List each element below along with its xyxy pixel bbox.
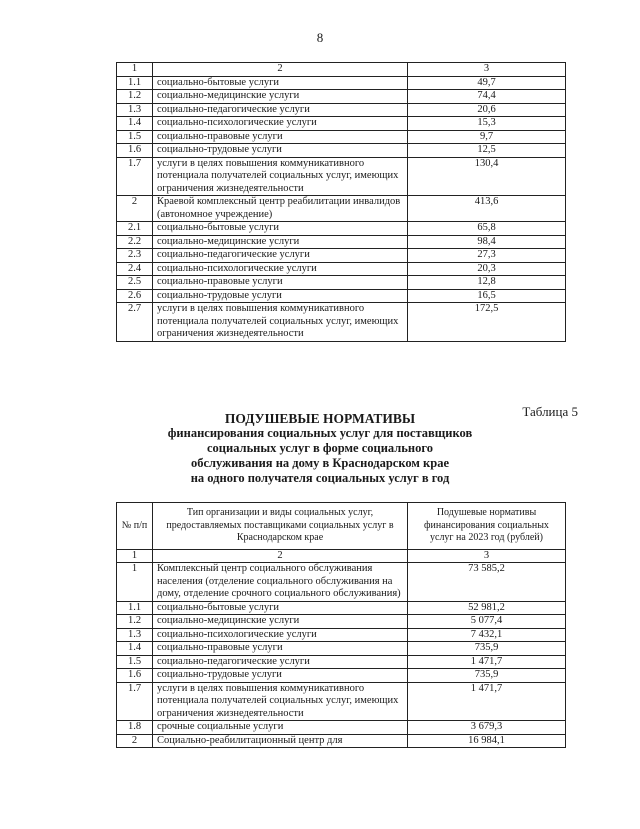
service-name: социально-трудовые услуги (153, 669, 408, 683)
row-number: 1.7 (117, 682, 153, 721)
row-number: 2 (117, 734, 153, 748)
service-value: 172,5 (408, 303, 566, 342)
per-capita-norms-table (116, 502, 566, 748)
table-row (117, 642, 566, 656)
table-row (117, 734, 566, 748)
service-value: 73 585,2 (408, 563, 566, 602)
service-name: срочные социальные услуги (153, 721, 408, 735)
row-number: 1.1 (117, 601, 153, 615)
column-number-1: 1 (117, 63, 153, 77)
service-value: 52 981,2 (408, 601, 566, 615)
table-row (117, 628, 566, 642)
table-row (117, 601, 566, 615)
title-line-2: социальных услуг в форме социального (207, 441, 433, 455)
service-name: социально-правовые услуги (153, 276, 408, 290)
service-value: 74,4 (408, 90, 566, 104)
service-name: социально-медицинские услуги (153, 235, 408, 249)
row-number: 2.1 (117, 222, 153, 236)
service-value: 65,8 (408, 222, 566, 236)
service-value: 12,5 (408, 144, 566, 158)
row-number: 1.2 (117, 90, 153, 104)
table-row (117, 721, 566, 735)
service-value: 3 679,3 (408, 721, 566, 735)
service-name: услуги в целях повышения коммуникативного потенциала получателей социальных услуг, имеющих ограничения жизнедеятельности (153, 682, 408, 721)
row-number: 2 (117, 196, 153, 222)
column-header-row (117, 503, 566, 550)
services-cost-table (116, 62, 566, 342)
service-name: социально-бытовые услуги (153, 601, 408, 615)
table-row (117, 682, 566, 721)
service-value: 9,7 (408, 130, 566, 144)
table-row (117, 117, 566, 131)
service-value: 49,7 (408, 76, 566, 90)
row-number: 2.3 (117, 249, 153, 263)
row-number: 2.6 (117, 289, 153, 303)
service-name: социально-педагогические услуги (153, 249, 408, 263)
service-value: 130,4 (408, 157, 566, 196)
table-row (117, 289, 566, 303)
service-value: 1 471,7 (408, 655, 566, 669)
title-line-4: на одного получателя социальных услуг в год (190, 471, 450, 485)
table-row (117, 130, 566, 144)
column-number-row (117, 63, 566, 77)
service-value: 1 471,7 (408, 682, 566, 721)
row-number: 1.6 (117, 669, 153, 683)
service-name: социально-трудовые услуги (153, 289, 408, 303)
service-name: услуги в целях повышения коммуникативного потенциала получателей социальных услуг, имеющих ограничения жизнедеятельности (153, 303, 408, 342)
service-name: социально-психологические услуги (153, 628, 408, 642)
row-number: 2.2 (117, 235, 153, 249)
table-row (117, 76, 566, 90)
service-value: 20,6 (408, 103, 566, 117)
service-name: социально-педагогические услуги (153, 655, 408, 669)
service-value: 413,6 (408, 196, 566, 222)
service-value: 5 077,4 (408, 615, 566, 629)
row-number: 1.2 (117, 615, 153, 629)
service-value: 27,3 (408, 249, 566, 263)
service-name: Комплексный центр социального обслуживания населения (отделение социального обслуживания на дому, отделение срочного социального обслуживания) (153, 563, 408, 602)
row-number: 1.3 (117, 103, 153, 117)
title-main: ПОДУШЕВЫЕ НОРМАТИВЫ (224, 411, 416, 426)
col-header-num: № п/п (117, 503, 153, 550)
service-value: 735,9 (408, 669, 566, 683)
row-number: 1.5 (117, 655, 153, 669)
service-name: социально-педагогические услуги (153, 103, 408, 117)
row-number: 2.7 (117, 303, 153, 342)
service-value: 15,3 (408, 117, 566, 131)
service-name: социально-правовые услуги (153, 130, 408, 144)
row-number: 1.6 (117, 144, 153, 158)
table-row (117, 262, 566, 276)
row-number: 1.5 (117, 130, 153, 144)
row-number: 2.4 (117, 262, 153, 276)
row-number: 1.4 (117, 642, 153, 656)
col-header-value: Подушевые нормативы финансирования социальных услуг на 2023 год (рублей) (408, 503, 566, 550)
title-line-1: финансирования социальных услуг для поставщиков (167, 426, 473, 440)
service-value: 16,5 (408, 289, 566, 303)
table-row (117, 196, 566, 222)
service-value: 16 984,1 (408, 734, 566, 748)
document-title (0, 411, 640, 486)
row-number: 1.7 (117, 157, 153, 196)
table-row (117, 235, 566, 249)
table-row (117, 276, 566, 290)
row-number: 1.1 (117, 76, 153, 90)
table-row (117, 563, 566, 602)
table-row (117, 90, 566, 104)
service-name: социально-бытовые услуги (153, 222, 408, 236)
column-number-1: 1 (117, 549, 153, 563)
service-name: социально-медицинские услуги (153, 615, 408, 629)
service-value: 12,8 (408, 276, 566, 290)
service-name: социально-трудовые услуги (153, 144, 408, 158)
column-number-2: 2 (153, 549, 408, 563)
column-number-row (117, 549, 566, 563)
service-value: 7 432,1 (408, 628, 566, 642)
service-name: социально-медицинские услуги (153, 90, 408, 104)
table-row (117, 103, 566, 117)
table-row (117, 157, 566, 196)
table-row (117, 615, 566, 629)
table-row (117, 144, 566, 158)
page-number: 8 (316, 30, 324, 45)
table-row (117, 669, 566, 683)
table-row (117, 249, 566, 263)
row-number: 1 (117, 563, 153, 602)
row-number: 1.8 (117, 721, 153, 735)
row-number: 1.4 (117, 117, 153, 131)
service-name: социально-психологические услуги (153, 262, 408, 276)
service-name: Краевой комплексный центр реабилитации инвалидов (автономное учреждение) (153, 196, 408, 222)
column-number-3: 3 (408, 549, 566, 563)
service-name: социально-правовые услуги (153, 642, 408, 656)
row-number: 1.3 (117, 628, 153, 642)
service-name: услуги в целях повышения коммуникативного потенциала получателей социальных услуг, имеющих ограничения жизнедеятельности (153, 157, 408, 196)
col-header-name: Тип организации и виды социальных услуг, предоставляемых поставщиками социальных услуг в Краснодарском крае (153, 503, 408, 550)
service-name: Социально-реабилитационный центр для (153, 734, 408, 748)
table-row (117, 303, 566, 342)
service-value: 98,4 (408, 235, 566, 249)
table-caption: Таблица 5 (522, 404, 578, 419)
row-number: 2.5 (117, 276, 153, 290)
service-value: 20,3 (408, 262, 566, 276)
column-number-2: 2 (153, 63, 408, 77)
service-name: социально-психологические услуги (153, 117, 408, 131)
table-row (117, 655, 566, 669)
column-number-3: 3 (408, 63, 566, 77)
service-value: 735,9 (408, 642, 566, 656)
service-name: социально-бытовые услуги (153, 76, 408, 90)
table-row (117, 222, 566, 236)
title-line-3: обслуживания на дому в Краснодарском крае (190, 456, 449, 470)
